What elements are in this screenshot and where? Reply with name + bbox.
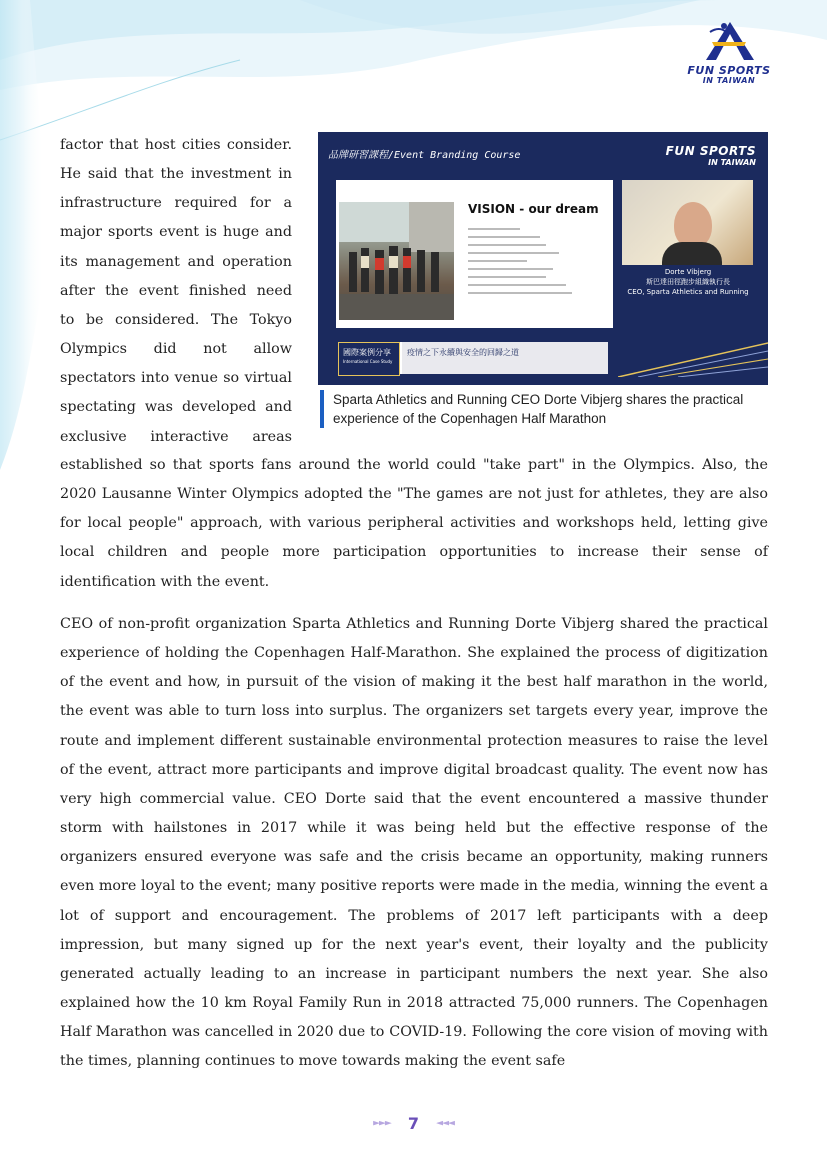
logo-text-line1: FUN SPORTS bbox=[687, 64, 771, 77]
paragraph-intro-column bbox=[60, 131, 292, 452]
speaker-name: Dorte Vibjerg bbox=[664, 268, 712, 276]
text-line: after the event finished need bbox=[60, 282, 292, 299]
figure-logo bbox=[666, 144, 756, 167]
runner-logo-icon bbox=[700, 20, 758, 62]
left-arrows-decoration: ►►► bbox=[373, 1118, 391, 1129]
banner-topic: 疫情之下永續與安全的回歸之道 bbox=[407, 348, 519, 357]
speaker-role-en: CEO, Sparta Athletics and Running bbox=[627, 288, 749, 296]
marathon-runners-photo bbox=[339, 202, 454, 320]
text-line: Olympics did not allow bbox=[60, 341, 292, 358]
figure-caption: Sparta Athletics and Running CEO Dorte Vibjerg shares the practical experience of the Copenhagen Half Marathon bbox=[320, 390, 768, 428]
text-line: He said that the investment in bbox=[60, 166, 292, 183]
slide-bullet-lines bbox=[468, 222, 598, 300]
text-line: its management and operation bbox=[60, 253, 292, 270]
logo-text-line2: IN TAIWAN bbox=[702, 76, 756, 85]
banner-label-zh: 國際案例分享 bbox=[343, 348, 391, 357]
paragraph-intro-continuation: established so that sports fans around the world could "take part" in the Olympics. Also, the 2020 Lausanne Winter Olympics adopted the "The games are not just for athletes, they are also for local people" approach, with various peripheral activities and workshops held, letting give local children and people more participation opportunities to increase their sense of identification with the event. bbox=[60, 457, 768, 590]
lower-third-banner bbox=[338, 342, 608, 374]
text-line: infrastructure required for a bbox=[60, 195, 292, 212]
paragraph-copenhagen: CEO of non-profit organization Sparta Athletics and Running Dorte Vibjerg shared the practical experience of holding the Copenhagen Half-Marathon. She explained the process of digitization of the event and how, in pursuit of the vision of making it the best half marathon in the world, the event was able to turn loss into surplus. The organizers set targets every year, improve the route and implement different sustainable environmental protection measures to raise the level of the event, attract more participants and improve digital broadcast quality. The event now has very high commercial value. CEO Dorte said that the event encountered a massive thunder storm with hailstones in 2017 while it was being held but the effective response of the organizers ensured everyone was safe and the crisis became an opportunity, making runners even more loyal to the event; many positive reports were made in the media, winning the event a lot of support and encouragement. The problems of 2017 left participants with a deep impression, but many signed up for the next year's event, their loyalty and the publicity generated actually leading to an increase in participant numbers the next year. She also explained how the 10 km Royal Family Run in 2018 attracted 75,000 runners. The Copenhagen Half Marathon was cancelled in 2020 due to COVID-19. Following the core vision of moving with the times, planning continues to move towards making the event safe bbox=[60, 616, 768, 1070]
figure-logo-line1: FUN SPORTS bbox=[665, 144, 756, 158]
right-arrows-decoration: ◄◄◄ bbox=[436, 1118, 454, 1129]
course-title: 品牌研習課程/Event Branding Course bbox=[328, 150, 521, 161]
text-line: factor that host cities consider. bbox=[60, 137, 292, 153]
figure-logo-line2: IN TAIWAN bbox=[708, 158, 756, 167]
speaker-body bbox=[662, 242, 722, 265]
text-line: major sports event is huge and bbox=[60, 224, 292, 241]
conference-screenshot-figure bbox=[318, 132, 768, 385]
banner-label-box bbox=[338, 342, 400, 376]
speaker-role-zh: 斯巴達田徑跑步組織執行長 bbox=[646, 278, 730, 286]
banner-label-en: International Case Study bbox=[343, 359, 393, 364]
text-line: to be considered. The Tokyo bbox=[60, 311, 292, 328]
decorative-stripes bbox=[618, 337, 768, 377]
text-line: exclusive interactive areas bbox=[60, 428, 292, 445]
speaker-name-tag bbox=[618, 267, 758, 297]
page-number: 7 bbox=[407, 1114, 420, 1133]
fun-sports-logo bbox=[684, 20, 774, 92]
slide-title: VISION - our dream bbox=[468, 202, 599, 216]
page-number-footer bbox=[0, 1113, 827, 1133]
banner-topic-box bbox=[402, 342, 608, 374]
text-line: spectators into venue so virtual bbox=[60, 370, 292, 387]
presentation-slide bbox=[336, 180, 613, 328]
text-line: spectating was developed and bbox=[60, 399, 292, 416]
speaker-video-feed bbox=[622, 180, 753, 265]
